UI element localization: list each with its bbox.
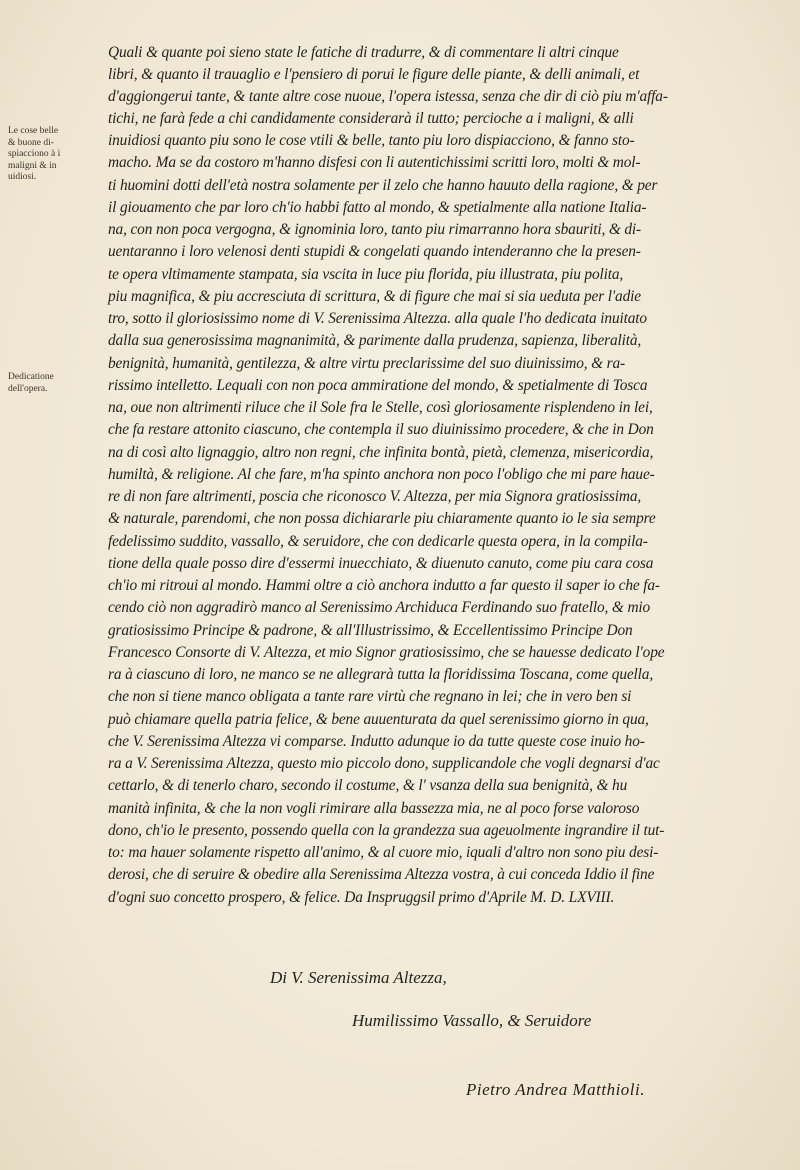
margin-note-line: maligni & in [8, 160, 57, 171]
margin-note-line: spiacciono à i [8, 149, 61, 159]
text-line: ra a V. Serenissima Altezza, questo mio piccolo dono, supplicandole che vogli degnarsi d'ac [108, 755, 660, 772]
text-line: na di così alto lignaggio, altro non regni, che infinita bontà, pietà, clemenza, misericordia, [108, 444, 654, 461]
text-line: macho. Ma se da costoro m'hanno disfesi con li autentichissimi scritti loro, molti & mol- [108, 154, 641, 171]
text-line: te opera vltimamente stampata, sia vscita in luce piu florida, piu illustrata, piu polita, [108, 266, 624, 283]
text-line: manità infinita, & che la non vogli rimirare alla bassezza mia, ne al poco forse valoroso [108, 800, 640, 817]
text-line: piu magnifica, & piu accresciuta di scrittura, & di figure che mai si sia ueduta per l'adie [108, 288, 641, 305]
text-line: cendo ciò non aggradirò manco al Serenissimo Archiduca Ferdinando suo fratello, & mio [108, 599, 651, 616]
text-line: to: ma hauer solamente rispetto all'animo, & al cuore mio, iquali d'altro non sono piu desi- [108, 844, 659, 861]
text-line: na, con non poca vergogna, & ignominia loro, tanto piu rimarranno hora sbauriti, & di- [108, 221, 642, 238]
text-line: dalla sua generosissima magnanimità, & parimente dalla prudenza, sapienza, liberalità, [108, 332, 642, 349]
text-line: dono, ch'io le presento, possendo quella con la grandezza sua ageuolmente ingrandire il tut- [108, 822, 665, 839]
margin-note-dedicatione [8, 372, 100, 395]
text-line: Quali & quante poi sieno state le fatiche di tradurre, & di commentare li altri cinque [108, 44, 619, 61]
signature-name: Pietro Andrea Matthioli. [466, 1080, 645, 1099]
text-line: ra à ciascuno di loro, ne manco se ne allegrarà tutta la floridissima Toscana, come quella, [108, 666, 654, 683]
text-line: che non si tiene manco obligata a tante rare virtù che regnano in lei; che in vero ben si [108, 688, 632, 705]
text-line: ti huomini dotti dell'età nostra solamente per il zelo che hanno hauuto della ragione, & per [108, 177, 658, 194]
signature-humble: Humilissimo Vassallo, & Seruidore [352, 1011, 592, 1030]
text-line: d'ogni suo concetto prospero, & felice. Da Inspruggsil primo d'Aprile M. D. LXVIII. [108, 889, 615, 906]
text-line: d'aggiongerui tante, & tante altre cose nuoue, l'opera istessa, senza che dir di ciò piu m'affa- [108, 88, 668, 105]
text-line: na, oue non altrimenti riluce che il Sole fra le Stelle, così gloriosamente risplendeno in lei, [108, 399, 653, 416]
signature-salutation: Di V. Serenissima Altezza, [270, 968, 447, 987]
text-line: & naturale, parendomi, che non possa dichiararle piu chiaramente quanto io le sia sempre [108, 510, 656, 527]
margin-note-line: Le cose belle [8, 126, 59, 136]
margin-note-cose-belle [8, 126, 100, 184]
text-line: tione della quale posso dire d'essermi inuecchiato, & diuenuto canuto, come piu cara cosa [108, 555, 654, 572]
text-line: uentaranno i loro velenosi denti stupidi & congelati quando intenderanno che la presen- [108, 243, 641, 260]
margin-note-line: uidiosi. [8, 172, 37, 182]
text-line: ch'io mi ritroui al mondo. Hammi oltre a ciò anchora indutto a far questo il saper io che fa- [108, 577, 660, 594]
text-line: cettarlo, & di tenerlo charo, secondo il costume, & l' vsanza della sua benignità, & hu [108, 777, 628, 794]
text-line: che fa restare attonito ciascuno, che contempla il suo diuinissimo procedere, & che in Don [108, 421, 654, 438]
text-line: gratiosissimo Principe & padrone, & all'Illustrissimo, & Eccellentissimo Principe Don [108, 622, 633, 639]
text-line: tichi, ne farà fede a chi candidamente considerarà il tutto; percioche a i maligni, & alli [108, 110, 634, 127]
text-line: può chiamare quella patria felice, & bene auuenturata da quel serenissimo giorno in qua, [108, 711, 649, 728]
text-line: libri, & quanto il trauaglio e l'pensiero di porui le figure delle piante, & delli animali, et [108, 66, 640, 83]
text-line: il giouamento che par loro ch'io habbi fatto al mondo, & spetialmente alla natione Italia- [108, 199, 647, 216]
text-line: che V. Serenissima Altezza vi comparse. Indutto adunque io da tutte queste cose inuio ho- [108, 733, 645, 750]
text-line: re di non fare altrimenti, poscia che riconosco V. Altezza, per mia Signora gratiosissima, [108, 488, 642, 505]
margin-note-line: & buone di- [8, 137, 54, 148]
text-line: derosi, che di seruire & obedire alla Serenissima Altezza vostra, à cui conceda Iddio il fine [108, 866, 655, 883]
text-line: rissimo intelletto. Lequali con non poca ammiratione del mondo, & spetialmente di Tosca [108, 377, 648, 394]
text-line: Francesco Consorte di V. Altezza, et mio Signor gratiosissimo, che se hauesse dedicato l'ope [108, 644, 665, 661]
margin-note-line: Dedicatione [8, 372, 54, 382]
margin-note-line: dell'opera. [8, 383, 48, 394]
text-line: benignità, humanità, gentilezza, & altre virtu preclarissime del suo diuinissimo, & ra- [108, 355, 626, 372]
text-line: inuidiosi quanto piu sono le cose vtili & belle, tanto piu loro dispiacciono, & fanno sto- [108, 132, 635, 149]
text-line: tro, sotto il gloriosissimo nome di V. Serenissima Altezza. alla quale l'ho dedicata inuitato [108, 310, 647, 327]
text-line: fedelissimo suddito, vassallo, & seruidore, che con dedicarle questa opera, in la compila- [108, 533, 648, 550]
text-line: humiltà, & religione. Al che fare, m'ha spinto anchora non poco l'obligo che mi pare haue- [108, 466, 655, 483]
